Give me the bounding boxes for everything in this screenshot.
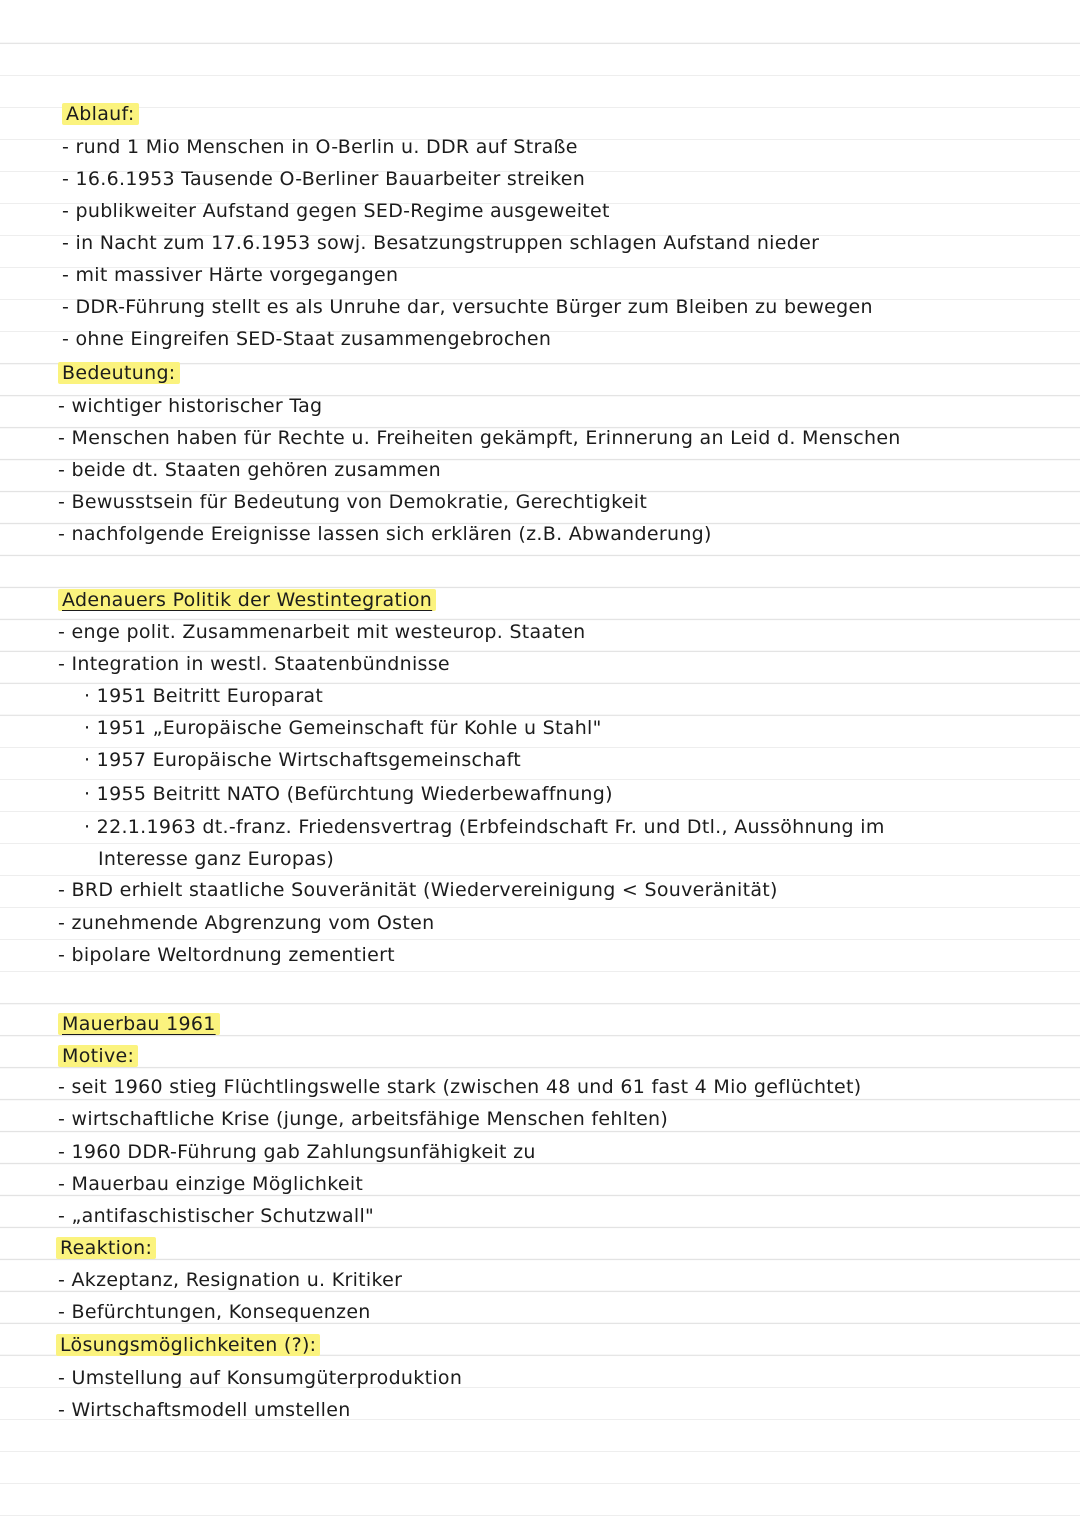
note-line: - Befürchtungen, Konsequenzen (58, 1301, 371, 1323)
note-subline: · 1951 „Europäische Gemeinschaft für Kohle u Stahl" (84, 717, 602, 739)
subheading-loesungen: Lösungsmöglichkeiten (?): (56, 1333, 320, 1357)
note-line: - Mauerbau einzige Möglichkeit (58, 1173, 364, 1195)
heading-bedeutung: Bedeutung: (58, 361, 180, 385)
note-line: - Umstellung auf Konsumgüterproduktion (58, 1367, 463, 1389)
note-line: - mit massiver Härte vorgegangen (62, 264, 399, 286)
note-line: - wirtschaftliche Krise (junge, arbeitsfähige Menschen fehlten) (58, 1108, 669, 1130)
note-line: - in Nacht zum 17.6.1953 sowj. Besatzungstruppen schlagen Aufstand nieder (62, 232, 820, 254)
subheading-motive: Motive: (58, 1044, 138, 1068)
note-line: - Integration in westl. Staatenbündnisse (58, 653, 450, 675)
note-line: - Bewusstsein für Bedeutung von Demokratie, Gerechtigkeit (58, 491, 648, 513)
note-line: - 1960 DDR-Führung gab Zahlungsunfähigkeit zu (58, 1141, 536, 1163)
note-line: - publikweiter Aufstand gegen SED-Regime ausgeweitet (62, 200, 610, 222)
note-line: - ohne Eingreifen SED-Staat zusammengebrochen (62, 328, 552, 350)
note-line: - zunehmende Abgrenzung vom Osten (58, 912, 435, 934)
note-subline: Interesse ganz Europas) (98, 848, 335, 870)
note-line: - 16.6.1953 Tausende O-Berliner Bauarbeiter streiken (62, 168, 586, 190)
note-line: - rund 1 Mio Menschen in O-Berlin u. DDR auf Straße (62, 136, 578, 158)
note-line: - seit 1960 stieg Flüchtlingswelle stark (zwischen 48 und 61 fast 4 Mio geflüchtet) (58, 1076, 862, 1098)
note-subline: · 22.1.1963 dt.-franz. Friedensvertrag (Erbfeindschaft Fr. und Dtl., Aussöhnung im (84, 816, 885, 838)
heading-westintegration: Adenauers Politik der Westintegration (58, 588, 436, 612)
note-line: - Akzeptanz, Resignation u. Kritiker (58, 1269, 403, 1291)
heading-ablauf: Ablauf: (62, 102, 139, 126)
note-line: - BRD erhielt staatliche Souveränität (Wiedervereinigung < Souveränität) (58, 879, 778, 901)
subheading-reaktion: Reaktion: (56, 1236, 156, 1260)
note-line: - Menschen haben für Rechte u. Freiheiten gekämpft, Erinnerung an Leid d. Menschen (58, 427, 901, 449)
note-subline: · 1955 Beitritt NATO (Befürchtung Wiederbewaffnung) (84, 783, 613, 805)
heading-mauerbau: Mauerbau 1961 (58, 1012, 220, 1036)
note-line: - enge polit. Zusammenarbeit mit westeurop. Staaten (58, 621, 586, 643)
note-subline: · 1951 Beitritt Europarat (84, 685, 324, 707)
note-subline: · 1957 Europäische Wirtschaftsgemeinschaft (84, 749, 521, 771)
note-line: - beide dt. Staaten gehören zusammen (58, 459, 442, 481)
note-line: - nachfolgende Ereignisse lassen sich erklären (z.B. Abwanderung) (58, 523, 712, 545)
note-line: - „antifaschistischer Schutzwall" (58, 1205, 375, 1227)
note-line: - Wirtschaftsmodell umstellen (58, 1399, 351, 1421)
note-line: - DDR-Führung stellt es als Unruhe dar, versuchte Bürger zum Bleiben zu bewegen (62, 296, 873, 318)
note-line: - bipolare Weltordnung zementiert (58, 944, 395, 966)
note-line: - wichtiger historischer Tag (58, 395, 323, 417)
